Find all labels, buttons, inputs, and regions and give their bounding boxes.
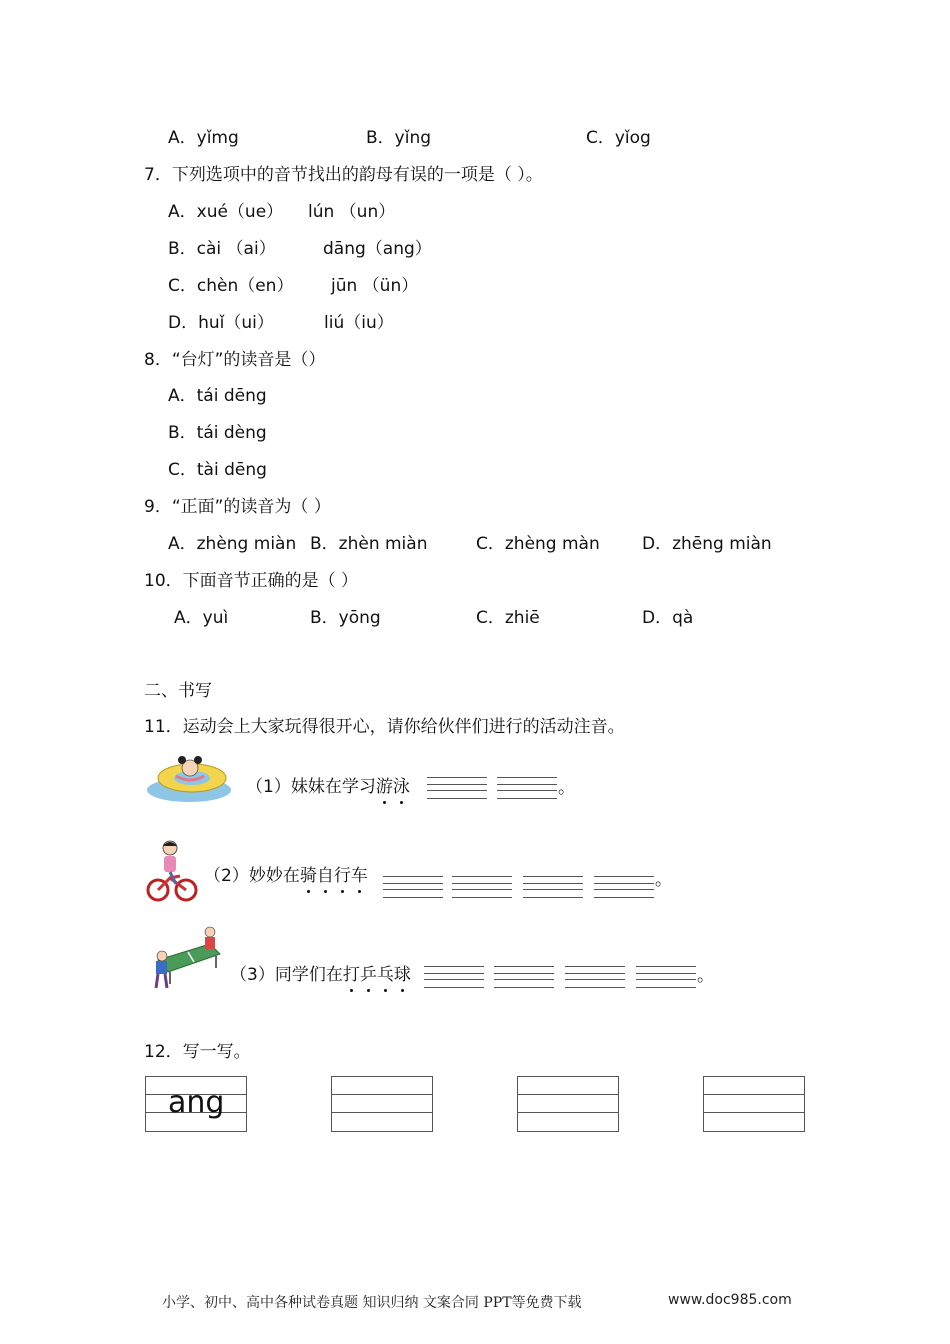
writing-box[interactable] [703, 1076, 805, 1132]
q11-sentence-2: （2）妙妙在骑自行车 [204, 866, 368, 886]
q6-option-b: B．yǐng [366, 128, 432, 148]
q8-option-b: B．tái dèng [168, 423, 267, 443]
dotted-word-3: 打乒乓球 [342, 965, 411, 985]
q7-option-c-second: jūn （ün） [331, 276, 419, 296]
q8-stem: 8．“台灯”的读音是（） [144, 350, 326, 370]
sample-pinyin: ang [168, 1085, 225, 1120]
pinyin-writing-lines[interactable] [427, 777, 487, 799]
q7-option-a-second: lún （un） [308, 202, 396, 222]
q7-option-c: C．chèn（en） [168, 276, 294, 296]
footer-url[interactable]: www.doc985.com [668, 1292, 792, 1308]
cycling-picture [146, 838, 198, 904]
q7-option-a: A．xué（ue） [168, 202, 284, 222]
q11-stem: 11．运动会上大家玩得很开心，请你给伙伴们进行的活动注音。 [144, 717, 625, 737]
q7-option-b-second: dāng（ang） [323, 239, 432, 259]
pinyin-writing-lines[interactable] [424, 966, 484, 988]
dotted-word-1: 游泳 [375, 777, 410, 797]
q10-stem: 10．下面音节正确的是（ ） [144, 571, 359, 591]
q7-option-d-second: liú（iu） [324, 313, 394, 333]
q6-option-a: A．yǐmg [168, 128, 239, 148]
section-title: 二、书写 [144, 681, 212, 701]
q11-sentence-1: （1）妹妹在学习游泳 [246, 777, 410, 797]
swimming-picture [146, 748, 232, 804]
pinyin-writing-lines[interactable] [636, 966, 696, 988]
q10-option-d: D．qà [642, 608, 694, 628]
dotted-word-2: 骑自行车 [299, 866, 368, 886]
q7-option-b: B．cài （ai） [168, 239, 276, 259]
pinyin-writing-lines[interactable] [383, 876, 443, 898]
q8-option-c: C．tài dēng [168, 460, 267, 480]
q7-option-d: D．huǐ（ui） [168, 313, 274, 333]
q10-option-b: B．yōng [310, 608, 381, 628]
sentence-end: 。 [558, 778, 575, 798]
q10-option-a: A．yuì [174, 608, 229, 628]
sentence-end: 。 [697, 966, 714, 986]
q9-stem: 9．“正面”的读音为（ ） [144, 497, 331, 517]
q12-stem: 12．写一写。 [144, 1042, 251, 1062]
writing-box[interactable] [517, 1076, 619, 1132]
q9-option-d: D．zhēng miàn [642, 534, 772, 554]
footer-text: 小学、初中、高中各种试卷真题 知识归纳 文案合同 PPT等免费下载 [162, 1295, 582, 1311]
pinyin-writing-lines[interactable] [452, 876, 512, 898]
q7-stem: 7．下列选项中的音节找出的韵母有误的一项是（ ）。 [144, 165, 543, 185]
writing-box[interactable] [331, 1076, 433, 1132]
q8-option-a: A．tái dēng [168, 386, 267, 406]
sentence-end: 。 [655, 870, 672, 890]
q10-option-c: C．zhiē [476, 608, 540, 628]
pinyin-writing-lines[interactable] [494, 966, 554, 988]
q9-option-c: C．zhèng màn [476, 534, 600, 554]
table-tennis-picture [150, 926, 222, 992]
pinyin-writing-lines[interactable] [594, 876, 654, 898]
pinyin-writing-lines[interactable] [523, 876, 583, 898]
q6-option-c: C．yǐog [586, 128, 651, 148]
pinyin-writing-lines[interactable] [497, 777, 557, 799]
pinyin-writing-lines[interactable] [565, 966, 625, 988]
q11-sentence-3: （3）同学们在打乒乓球 [230, 965, 411, 985]
q9-option-b: B．zhèn miàn [310, 534, 428, 554]
q9-option-a: A．zhèng miàn [168, 534, 297, 554]
writing-box-sample [145, 1076, 247, 1132]
